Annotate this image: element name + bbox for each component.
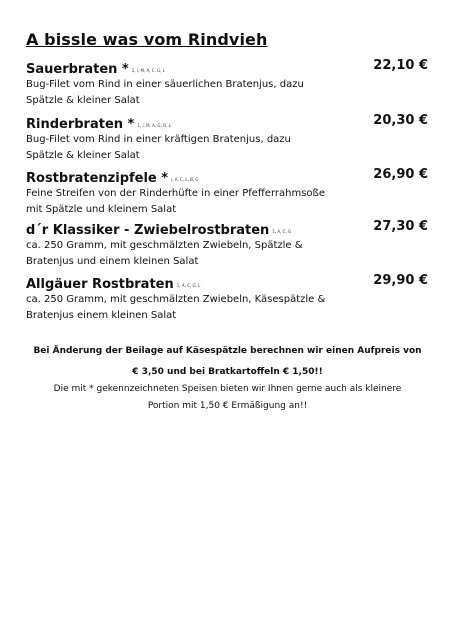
allergen-codes: i, A, C, L, B, G [171,177,199,182]
allergen-codes: 1, i, M, A, C, G, L [131,68,165,73]
menu-item-description [26,238,428,270]
menu-item-price: 22,10 € [373,58,428,73]
description-line: ca. 250 Gramm, mit geschmälzten Zwiebeln, Käsespätzle & [26,294,326,305]
description-line: Bug-Filet vom Rind in einer kräftigen Bratenjus, dazu [26,134,291,145]
menu-item-price: 26,90 € [373,167,428,182]
small-portion-note: Die mit * gekennzeichneten Speisen bieten wir Ihnen gerne auch als kleinere [53,384,402,394]
menu-item-zwiebelrostbraten [26,219,428,270]
menu-notes [20,343,435,415]
description-line: Feine Streifen von der Rinderhüfte in einer Pfefferrahmsoße [26,188,325,199]
menu-item-header [26,58,428,76]
small-portion-note-discount: Portion mit 1,50 € Ermäßigung an!! [147,401,308,411]
menu-item-header [26,113,428,131]
menu-item-description [26,186,428,218]
menu-item-description [26,292,428,324]
menu-item-price: 20,30 € [373,113,428,128]
menu-item-header [26,219,428,237]
description-line: Spätzle & kleiner Salat [26,95,140,106]
menu-item-sauerbraten [26,58,428,109]
menu-item-name: Rinderbraten * [26,117,135,132]
allergen-codes: 1, A, C, G [272,229,292,234]
menu-item-allgaeuer-rostbraten [26,273,428,324]
menu-item-description [26,132,428,164]
menu-item-name: Allgäuer Rostbraten [26,277,174,292]
description-line: Bug-Filet vom Rind in einer säuerlichen Bratenjus, dazu [26,79,304,90]
menu-item-header [26,167,428,185]
description-line: ca. 250 Gramm, mit geschmälzten Zwiebeln, Spätzle & [26,240,303,251]
menu-item-name: d´r Klassiker - Zwiebelrostbraten [26,223,270,238]
menu-item-name: Rostbratenzipfele * [26,171,169,186]
description-line: mit Spätzle und kleinem Salat [26,204,177,215]
description-line: Spätzle & kleiner Salat [26,150,140,161]
menu-item-price: 27,30 € [373,219,428,234]
surcharge-note-prices: € 3,50 und bei Bratkartoffeln € 1,50!! [132,367,323,377]
allergen-codes: 1, A, C, G, L [176,283,201,288]
menu-item-name: Sauerbraten * [26,62,129,77]
menu-item-price: 29,90 € [373,273,428,288]
surcharge-note: Bei Änderung der Beilage auf Käsespätzle berechnen wir einen Aufpreis von [33,346,422,356]
menu-item-header [26,273,428,291]
description-line: Bratenjus und einem kleinen Salat [26,256,199,267]
allergen-codes: 1, i, M, A, G, O, L [137,123,171,128]
menu-item-description [26,77,428,109]
description-line: Bratenjus einem kleinen Salat [26,310,177,321]
menu-item-rinderbraten [26,113,428,164]
section-heading: A bissle was vom Rindvieh [26,30,268,49]
menu-item-rostbratenzipfele [26,167,428,218]
